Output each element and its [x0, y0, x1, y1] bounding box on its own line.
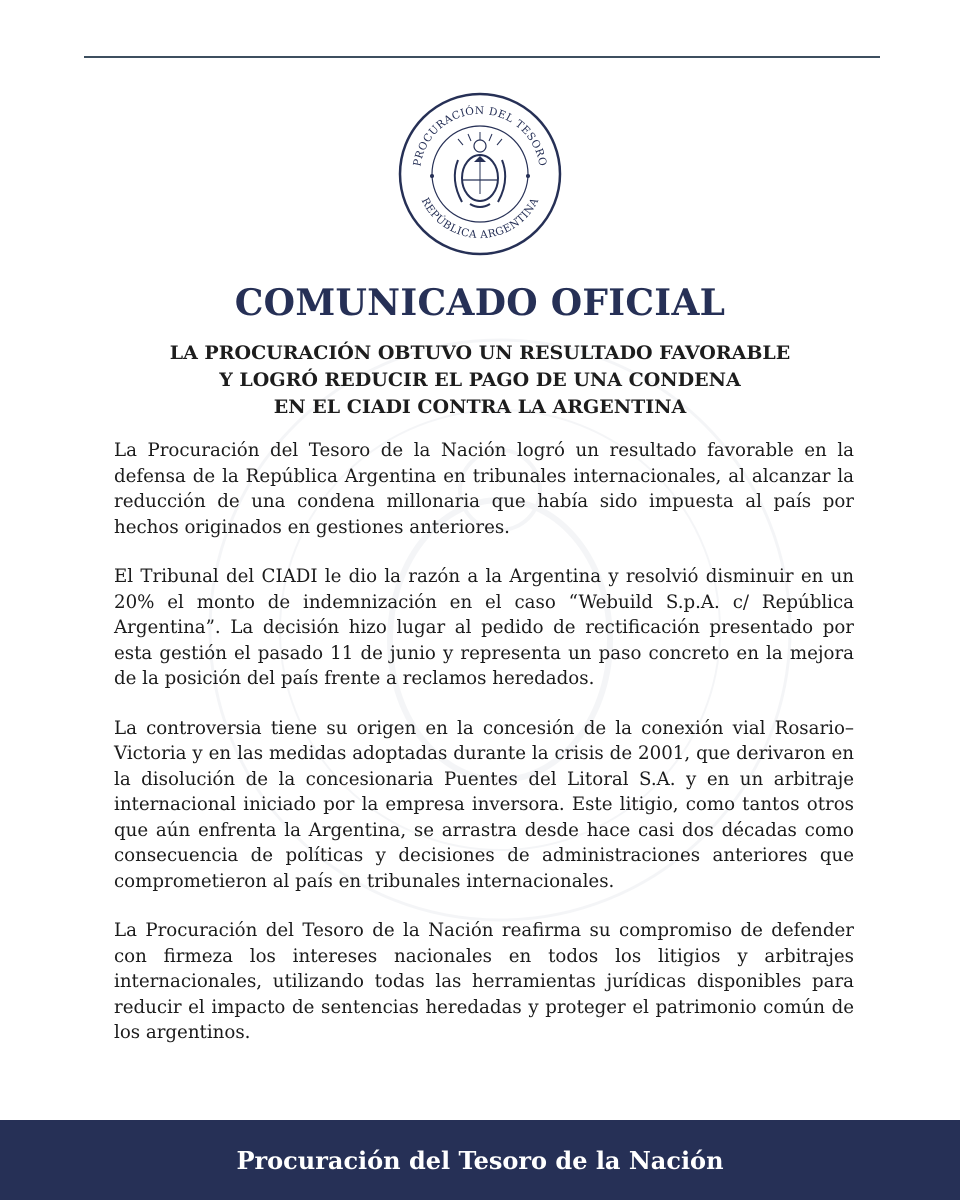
body-paragraph: La controversia tiene su origen en la concesión de la conexión vial Rosario–Victoria y en las medidas adoptadas durante la crisis de 2001, que derivaron en la disolución de la concesionaria Puentes del Litoral S.A. y en un arbitraje internacional iniciado por la empresa inversora. Este litigio, como tantos otros que aún enfrenta la Argentina, se arrastra desde hace casi dos décadas como consecuencia de políticas y decisiones de administraciones anteriores que comprometieron al país en tribunales internacionales. [114, 717, 854, 892]
footer-text: Procuración del Tesoro de la Nación [236, 1146, 724, 1175]
seal-text-bottom: REPÚBLICA ARGENTINA [418, 195, 542, 242]
footer-bar [0, 1120, 960, 1200]
subtitle-line: EN EL CIADI CONTRA LA ARGENTINA [273, 396, 687, 418]
page-title: COMUNICADO OFICIAL [234, 282, 726, 324]
subtitle-line: Y LOGRÓ REDUCIR EL PAGO DE UNA CONDENA [219, 369, 741, 391]
top-divider [84, 56, 880, 58]
svg-text:REPÚBLICA ARGENTINA [419, 196, 542, 241]
body-paragraph: La Procuración del Tesoro de la Nación logró un resultado favorable en la defensa de la República Argentina en tribunales internacionales, al alcanzar la reducción de una condena millonaria que había sido impuesta al país por hechos originados en gestiones anteriores. [114, 440, 854, 538]
procuracion-seal-icon [396, 90, 564, 258]
body-paragraph: El Tribunal del CIADI le dio la razón a la Argentina y resolvió disminuir en un 20% el monto de indemnización en el caso “Webuild S.p.A. c/ República Argentina”. La decisión hizo lugar al pedido de rectificación presentado por esta gestión el pasado 11 de junio y representa un paso concreto en la mejora de la posición del país frente a reclamos heredados. [114, 566, 854, 689]
body-paragraph: La Procuración del Tesoro de la Nación reafirma su compromiso de defender con firmeza los intereses nacionales en todos los litigios y arbitrajes internacionales, utilizando todas las herramientas jurídicas disponibles para reducir el impacto de sentencias heredadas y proteger el patrimonio común de los argentinos. [114, 920, 854, 1043]
subtitle [0, 340, 960, 421]
subtitle-line: LA PROCURACIÓN OBTUVO UN RESULTADO FAVORABLE [169, 342, 791, 364]
body-text [114, 438, 854, 1070]
seal-text-top: PROCURACIÓN DEL TESORO [411, 104, 549, 168]
